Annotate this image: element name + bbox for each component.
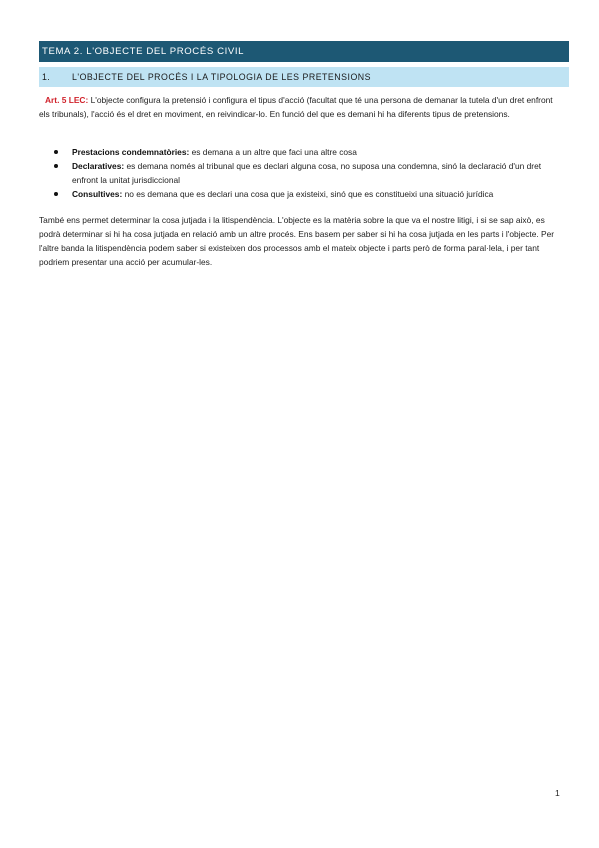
list-item-description: es demana a un altre que faci una altre cosa	[189, 147, 357, 157]
chapter-heading	[39, 41, 569, 62]
law-reference: Art. 5 LEC:	[45, 95, 89, 105]
intro-paragraph	[39, 93, 563, 121]
intro-text: L'objecte configura la pretensió i configura el tipus d'acció (facultat que té una persona de demanar la tutela d'un dret enfront els tribunals), l'acció és el dret en moviment, en reivindicar-lo. En funció del que es demani hi ha diferents tipus de pretensions.	[39, 95, 553, 119]
list-item-term: Consultives:	[72, 189, 123, 199]
list-item-description: es demana només al tribunal que es declari alguna cosa, no suposa una condemna, sinó la declaració d'un dret enfront la unitat jurisdiccional	[72, 161, 542, 185]
section-number: 1.	[42, 72, 51, 82]
pretension-types-list	[54, 145, 569, 201]
bullet-icon	[54, 150, 58, 154]
list-item	[54, 145, 569, 159]
page-number: 1	[555, 788, 560, 798]
list-item-description: no es demana que es declari una cosa que ja existeixi, sinó que es constitueixi una situació jurídica	[122, 189, 494, 199]
section-heading	[39, 67, 569, 87]
list-item	[54, 159, 569, 187]
section-heading-text: L'OBJECTE DEL PROCÉS I LA TIPOLOGIA DE LES PRETENSIONS	[72, 72, 372, 82]
list-item-term: Declaratives:	[72, 161, 125, 171]
closing-paragraph: També ens permet determinar la cosa jutjada i la litispendència. L'objecte es la matèria sobre la que va el nostre litigi, i si se sap això, es podrà determinar si hi ha cosa jutjada en relació amb un altre procés. Ens basem per saber si hi ha cosa jutjada en les parts i l'objecte. Per l'altre banda la litispendència podem saber si existeixen dos processos amb el mateix objecte i parts però de forma paral·lela, i per tant podriem presentar una acció per acumular-les.	[39, 215, 555, 267]
list-item	[54, 187, 569, 201]
bullet-icon	[54, 192, 58, 196]
list-item-term: Prestacions condemnatòries:	[72, 147, 190, 157]
bullet-icon	[54, 164, 58, 168]
chapter-heading-text: TEMA 2. L'OBJECTE DEL PROCÉS CIVIL	[42, 46, 245, 57]
